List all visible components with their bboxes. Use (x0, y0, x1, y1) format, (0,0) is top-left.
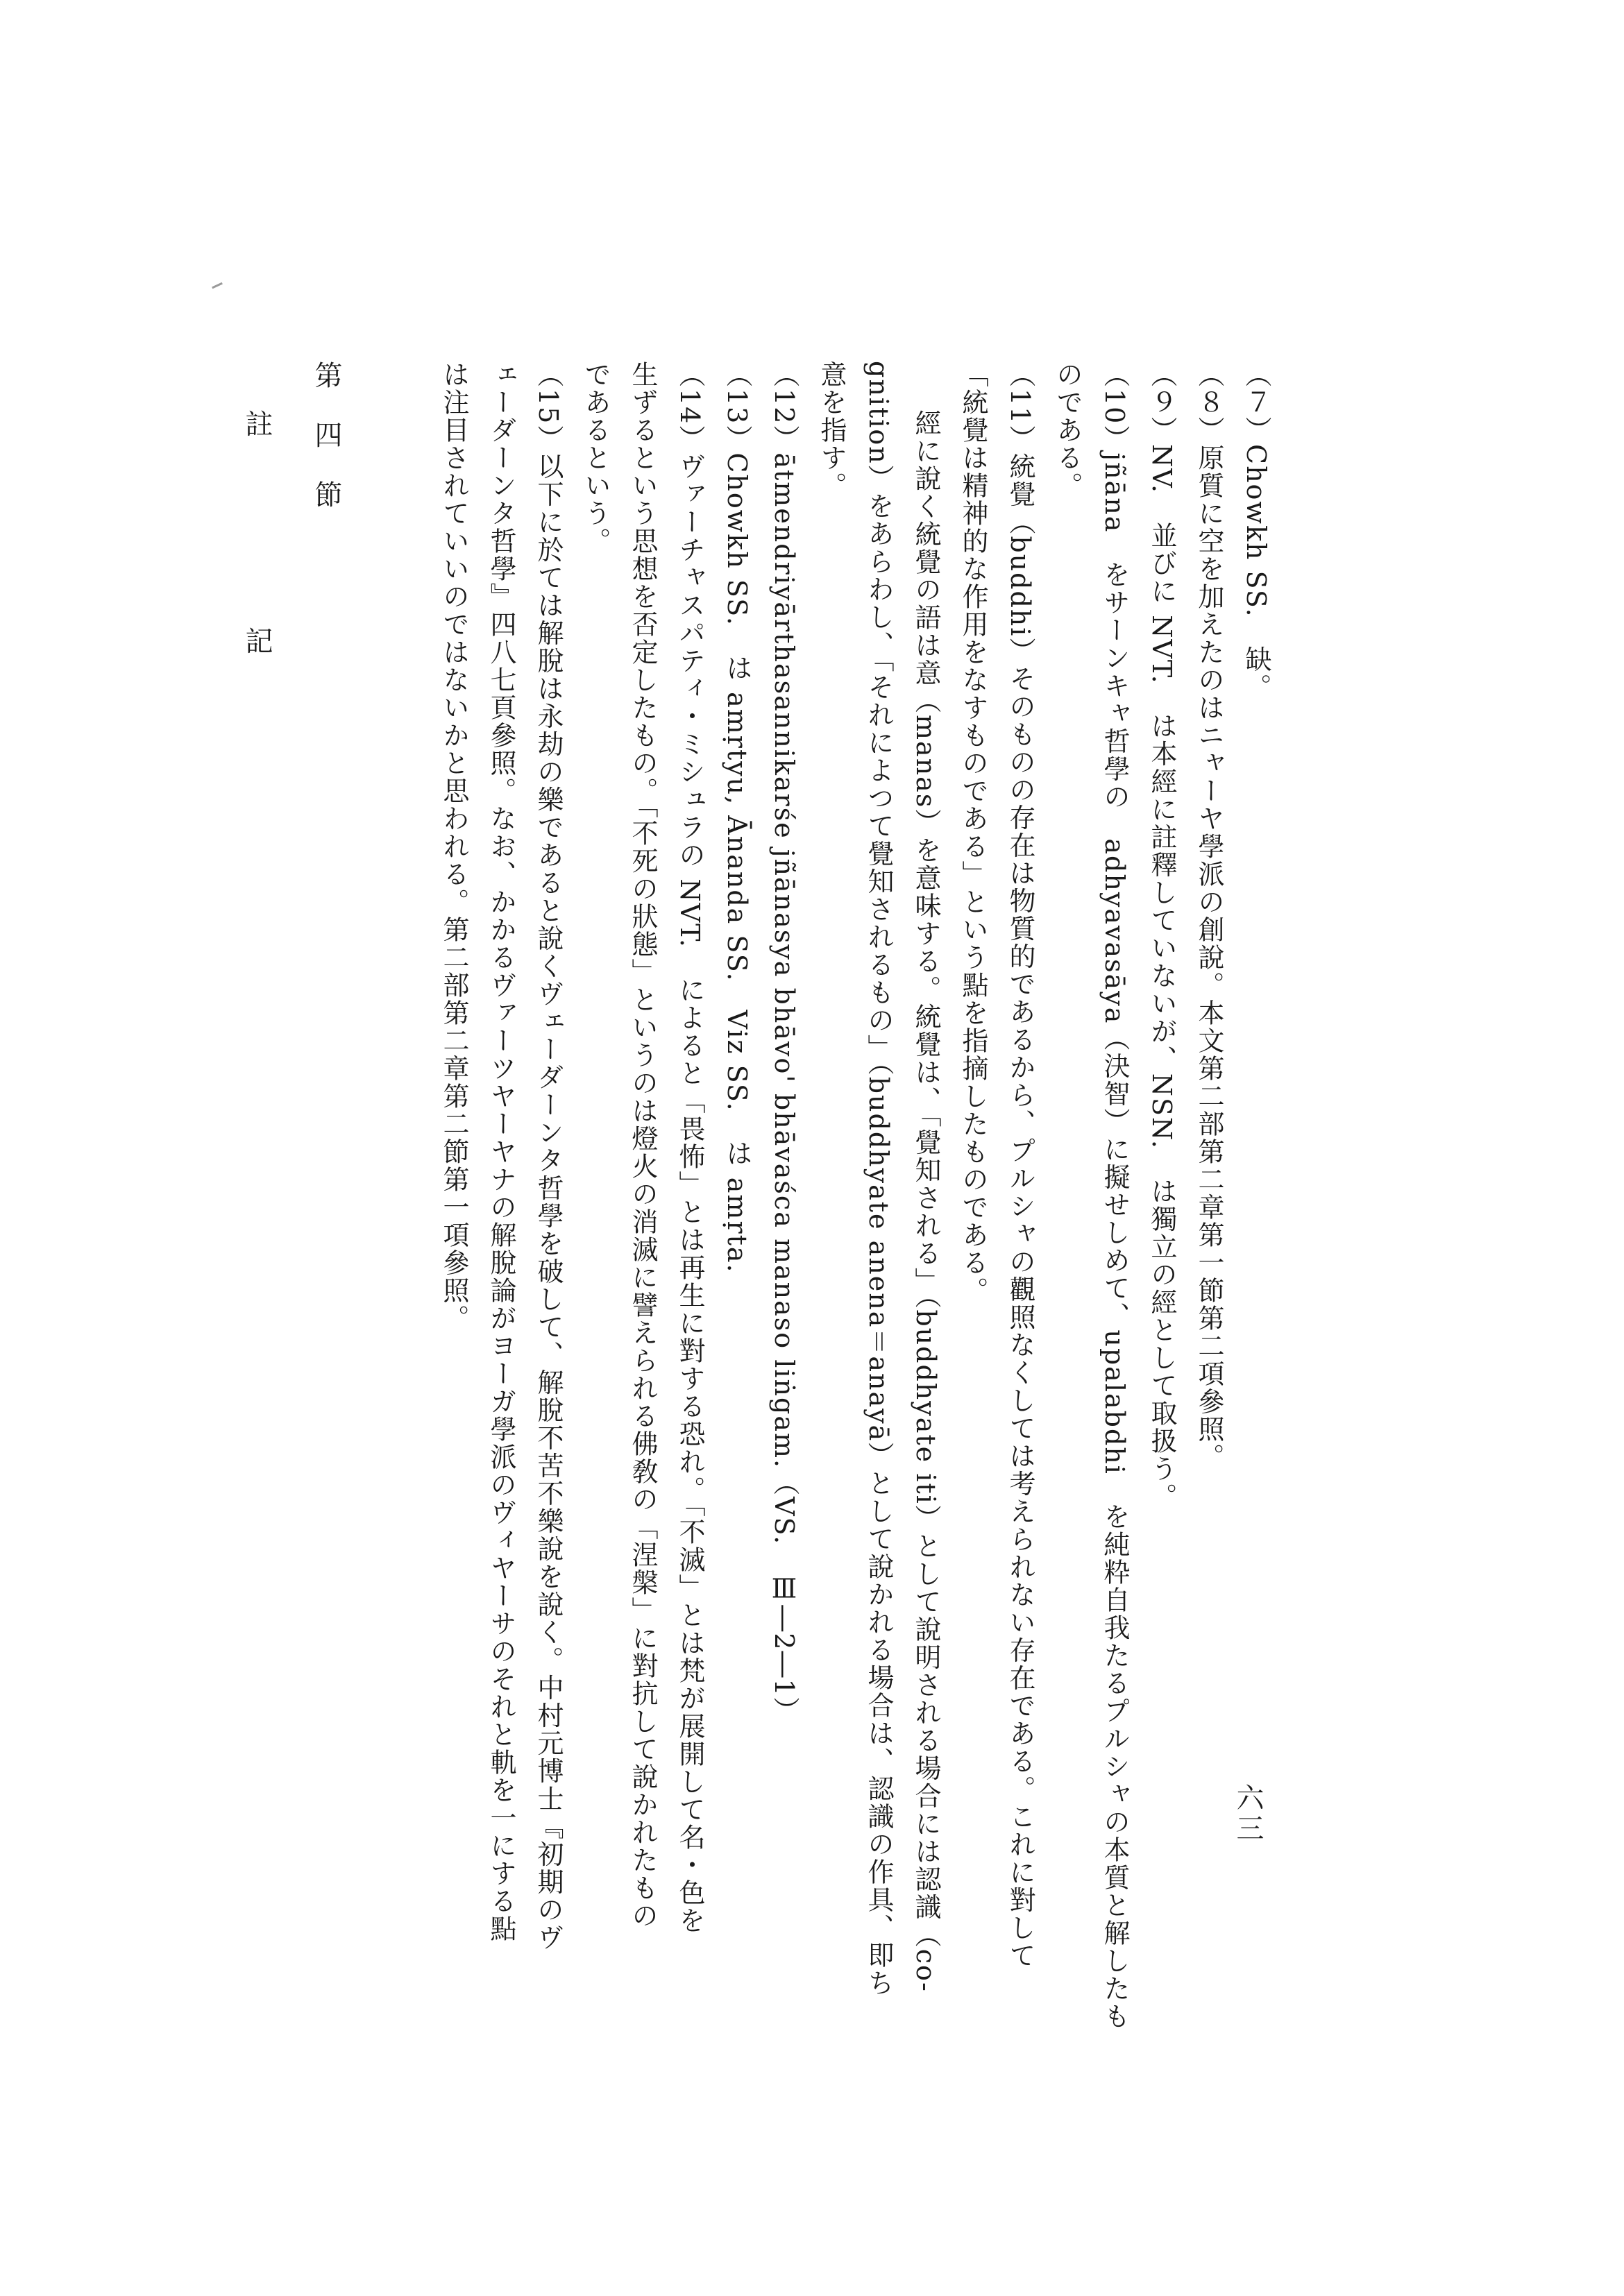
running-header: 註 記 (241, 409, 273, 745)
note-line-7: （７）Chowkh SS. 缺。 (1241, 361, 1271, 701)
note-line-15-cont-2: は注目されていいのではないかと思われる。第二部第二章第二節第一項參照。 (439, 361, 469, 1332)
note-line-14-cont-2: であるという。 (580, 361, 611, 555)
note-line-14: （14）ヴァーチャスパティ・ミシュラの NVT. によると「畏怖」とは再生に對する恐れ。「不滅」とは梵が展開して名・色を (675, 361, 705, 1934)
note-line-14-cont-1: 生ずるという思想を否定したもの。「不死の狀態」というのは燈火の消滅に譬えられる佛敎の「涅槃」に對抗して說かれたもの (627, 361, 658, 1930)
note-line-10-cont: のである。 (1052, 361, 1083, 500)
note-line-12: （12）ātmendriyārthasannikarśe jñānasya bhāvo' bhāvaśca manaso liṅgam.（VS. Ⅲ―2―1） (769, 361, 800, 1725)
note-line-11: （11）統覺（buddhi）そのものの存在は物質的であるから、プルシャの觀照なくしては考えられない存在である。これに對して (1005, 361, 1035, 1970)
note-line-11-cont-1: 「統覺は精神的な作用をなすものである」という點を指摘したものである。 (958, 361, 988, 1304)
note-line-15: （15）以下に於ては解脫は永劫の樂であると說くヴェーダーンタ哲學を破して、解脫不苦不樂說を說く。中村元博士『初期のヴ (533, 361, 564, 1952)
note-line-15-cont-1: ェーダーンタ哲學』四八七頁參照。なお、かかるヴァーツヤーヤナの解脫論がヨーガ學派のヴィヤーサのそれと軌を一にする點 (486, 361, 516, 1943)
note-line-11-cont-2: 經に說く統覺の語は意（manas）を意味する。統覺は、「覺知される」（buddhyate iti）として說明される場合には認識（co- (911, 409, 941, 1993)
note-line-9: （９）NV. 並びに NVT. は本經に註釋していないが、NSN. は獨立の經として取扱う。 (1147, 361, 1177, 1511)
scan-mark (212, 282, 223, 289)
note-line-10: （10）jñāna をサーンキャ哲學の adhyavasāya（決智）に擬せしめて、upalabdhi を純粋自我たるプルシャの本質と解したも (1099, 361, 1130, 2030)
note-line-11-cont-4: 意を指す。 (816, 361, 847, 500)
note-line-13: （13）Chowkh SS. は amṛtyu, Ānanda SS. Viz SS. は amṛta. (722, 361, 752, 1274)
note-line-8: （８）原質に空を加えたのはニャーヤ學派の創說。本文第二部第二章第一節第二項參照。 (1194, 361, 1224, 1471)
page-number: 六三 (1232, 1783, 1264, 1844)
note-line-11-cont-3: gnition）をあらわし、「それによつて覺知されるもの」（buddhyate anena＝anayā）として說かれる場合は、認識の作具、即ち (863, 361, 894, 1998)
section-label: 第四節 (310, 361, 342, 540)
